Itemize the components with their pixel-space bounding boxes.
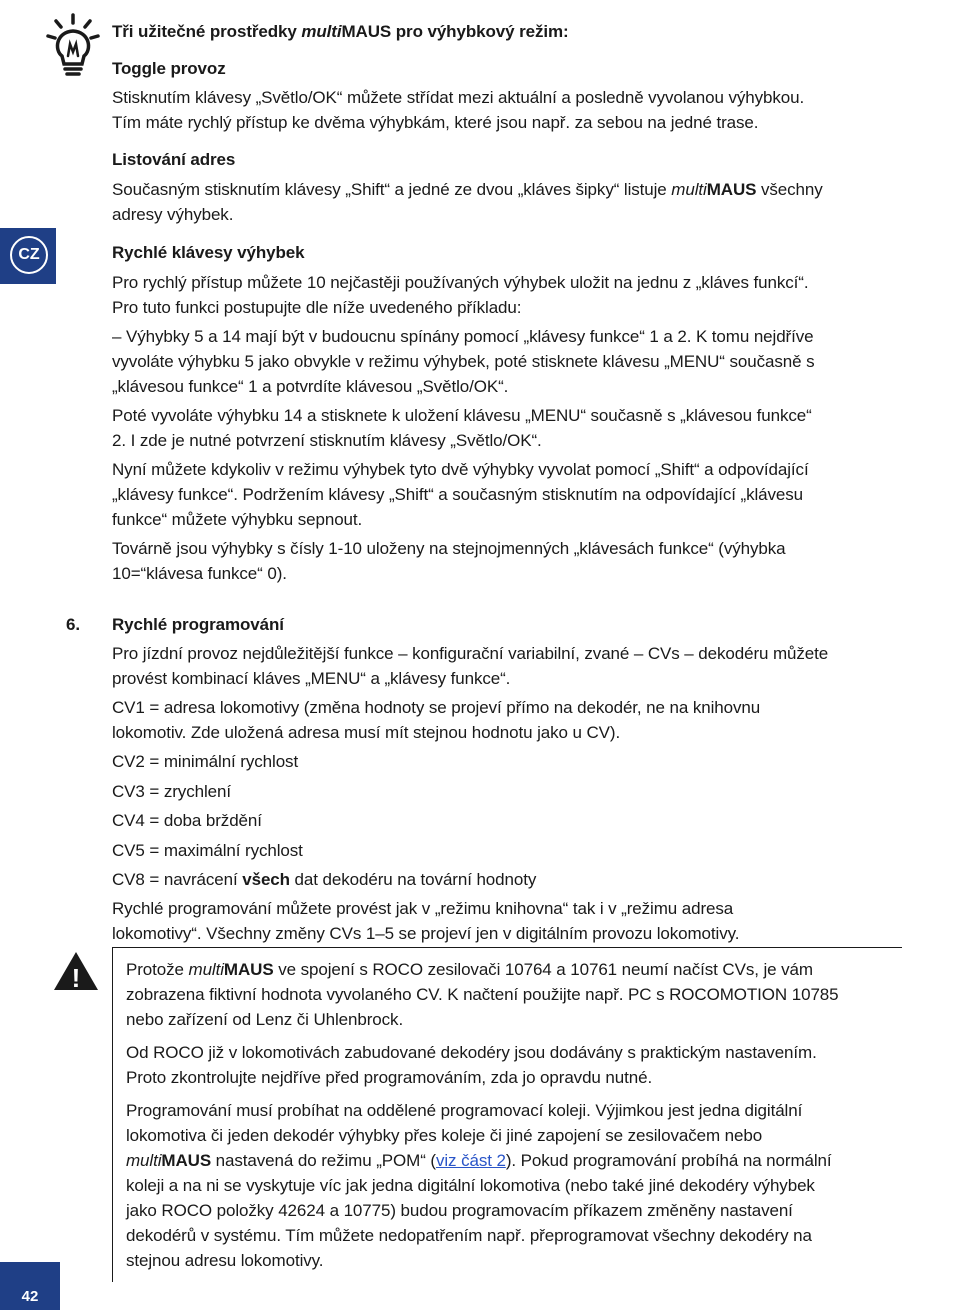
listing-title: Listování adres — [112, 150, 236, 169]
section-2-link[interactable]: viz část 2 — [435, 1151, 506, 1170]
warning-text: Proto zkontrolujte nejdříve před programováním, zda jo opravdu nutné. — [126, 1068, 653, 1087]
cv3-text: CV3 = zrychlení — [112, 782, 231, 801]
svg-text:!: ! — [71, 963, 81, 992]
step2-text: Poté vyvoláte výhybku 14 a stisknete k uložení klávesu „MENU“ současně s „klávesou funkce“ — [112, 406, 812, 425]
step3-text: Nyní můžete kdykoliv v režimu výhybek tyto dvě výhybky vyvolat pomocí „Shift“ a odpovídající — [112, 460, 809, 479]
warning-text: zobrazena fiktivní hodnota vyvolaného CV. K načtení použijte např. PC s ROCOMOTION 10785 — [126, 985, 839, 1004]
listing-text: adresy výhybek. — [112, 205, 234, 224]
modes-text: Rychlé programování můžete provést jak v „režimu knihovna“ tak i v „režimu adresa — [112, 899, 734, 918]
example-text: – Výhybky 5 a 14 mají být v budoucnu spínány pomocí „klávesy funkce“ 1 a 2. K tomu nejdříve — [112, 327, 814, 346]
cv1-text: lokomotiv. Zde uložená adresa musí mít stejnou hodnotu jako u CV). — [112, 723, 621, 742]
warning-text: koleji a na ni se vyskytuje víc jak jedna digitální lokomotiva (nebo také jiné dekodéry výhybek — [126, 1176, 815, 1195]
toggle-text: Tím máte rychlý přístup ke dvěma výhybkám, které jsou např. za sebou na jedné trase. — [112, 113, 759, 132]
language-tab-label: CZ — [10, 236, 48, 274]
cv2-text: CV2 = minimální rychlost — [112, 752, 299, 771]
lightbulb-icon — [44, 12, 102, 80]
section-intro: Pro jízdní provoz nejdůležitější funkce – konfigurační variabilní, zvané – CVs – dekodéru můžete — [112, 644, 829, 663]
modes-text: lokomotivy“. Všechny změny CVs 1–5 se projeví jen v digitálním provozu lokomotivy. — [112, 924, 740, 943]
step3-text: „klávesy funkce“. Podržením klávesy „Shift“ a současným stisknutím na odpovídající „klávesu — [112, 485, 804, 504]
section-number: 6. — [66, 615, 80, 634]
cv8-text: CV8 = navrácení všech dat dekodéru na tovární hodnoty — [112, 870, 537, 889]
step4-text: 10=“klávesa funkce“ 0). — [112, 564, 287, 583]
hotkeys-text: Pro rychlý přístup můžete 10 nejčastěji používaných výhybek uložit na jednu z „kláves funkcí“. — [112, 273, 809, 292]
step2-text: 2. I zde je nutné potvrzení stisknutím klávesy „Světlo/OK“. — [112, 431, 542, 450]
toggle-title: Toggle provoz — [112, 59, 226, 78]
hotkeys-title: Rychlé klávesy výhybek — [112, 243, 305, 262]
step3-text: funkce“ můžete výhybku sepnout. — [112, 510, 363, 529]
hotkeys-text: Pro tuto funkci postupujte dle níže uvedeného příkladu: — [112, 298, 522, 317]
listing-text: Současným stisknutím klávesy „Shift“ a jedné ze dvou „kláves šipky“ listuje multiMAUS všechny — [112, 180, 823, 199]
section-intro: provést kombinací kláves „MENU“ a „klávesy funkce“. — [112, 669, 511, 688]
example-text: „klávesou funkce“ 1 a potvrdíte klávesou „Světlo/OK“. — [112, 377, 509, 396]
warning-text: nebo zařízení od Lenz či Uhlenbrock. — [126, 1010, 404, 1029]
warning-text: stejnou adresu lokomotivy. — [126, 1251, 324, 1270]
tips-heading: Tři užitečné prostředky multiMAUS pro výhybkový režim: — [112, 22, 569, 41]
warning-text: lokomotiva či jeden dekodér výhybky přes koleje či jiné zapojení se zesilovačem nebo — [126, 1126, 763, 1145]
warning-text: jako ROCO položky 42624 a 10775) budou programovacím příkazem změněny nastavení — [126, 1201, 793, 1220]
warning-icon — [52, 950, 100, 992]
warning-text: dekodérů v systému. Tím můžete nedopatřením např. přeprogramovat všechny dekodéry na — [126, 1226, 812, 1245]
toggle-text: Stisknutím klávesy „Světlo/OK“ můžete střídat mezi aktuální a posledně vyvolanou výhybkou. — [112, 88, 805, 107]
warning-text: Protože multiMAUS ve spojení s ROCO zesilovači 10764 a 10761 neumí načíst CVs, je vám — [126, 960, 813, 979]
page-number: 42 — [21, 1288, 39, 1305]
step4-text: Továrně jsou výhybky s čísly 1-10 uloženy na stejnojmenných „klávesách funkce“ (výhybka — [112, 539, 786, 558]
cv1-text: CV1 = adresa lokomotivy (změna hodnoty se projeví přímo na dekodér, ne na knihovnu — [112, 698, 761, 717]
example-text: vyvoláte výhybku 5 jako obvykle v režimu výhybek, poté stisknete klávesu „MENU“ současně s — [112, 352, 815, 371]
cv4-text: CV4 = doba brždění — [112, 811, 262, 830]
cv5-text: CV5 = maximální rychlost — [112, 841, 303, 860]
section-title: Rychlé programování — [112, 615, 284, 634]
warning-text: Od ROCO již v lokomotivách zabudované dekodéry jsou dodávány s praktickým nastavením. — [126, 1043, 817, 1062]
left-sidebar — [0, 0, 60, 1310]
warning-text: Programování musí probíhat na oddělené programovací koleji. Výjimkou jest jedna digitální — [126, 1101, 803, 1120]
warning-text: multiMAUS nastavená do režimu „POM“ (viz část 2). Pokud programování probíhá na normální — [126, 1151, 832, 1170]
